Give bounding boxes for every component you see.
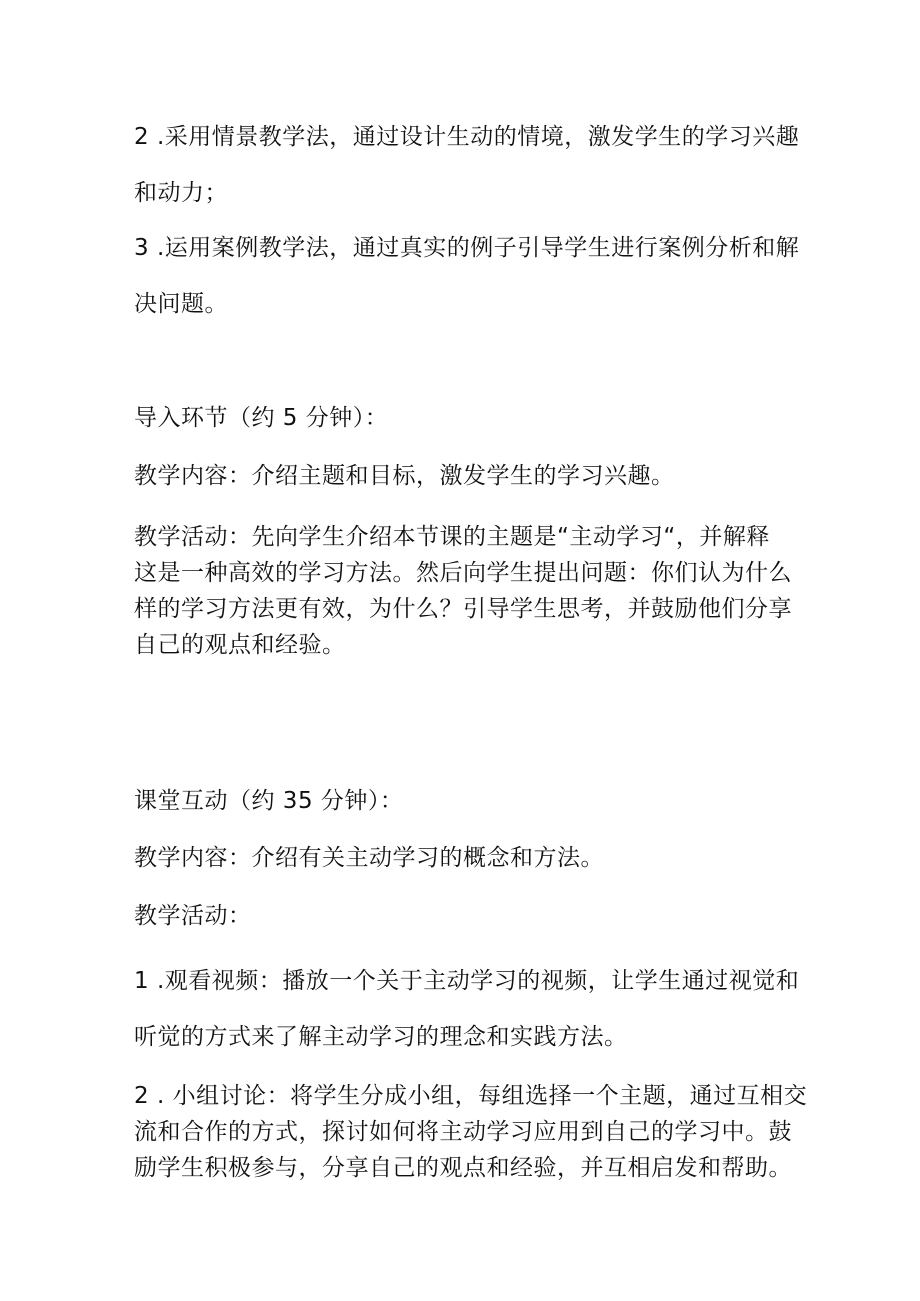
text-line: 励学生积极参与，分享自己的观点和经验，并互相启发和帮助。 bbox=[134, 1155, 792, 1181]
paragraph-activity-2 bbox=[134, 1078, 808, 1186]
text-line: 1 .观看视频：播放一个关于主动学习的视频，让学生通过视觉和 bbox=[134, 968, 800, 994]
text-line: 样的学习方法更有效，为什么？引导学生思考，并鼓励他们分享 bbox=[134, 596, 792, 622]
text-line: 2 .采用情景教学法，通过设计生动的情境，激发学生的学习兴趣 bbox=[134, 124, 800, 150]
text-line: 决问题。 bbox=[134, 291, 228, 317]
paragraph-method-3 bbox=[134, 220, 800, 332]
paragraph-interaction-activity-label bbox=[134, 888, 794, 944]
text-line: 教学内容：介绍有关主动学习的概念和方法。 bbox=[134, 845, 604, 871]
section-heading-intro bbox=[134, 390, 794, 446]
text-line: 教学内容：介绍主题和目标，激发学生的学习兴趣。 bbox=[134, 463, 675, 489]
text-line: 教学活动： bbox=[134, 903, 252, 929]
paragraph-method-2 bbox=[134, 109, 800, 221]
text-line: 自己的观点和经验。 bbox=[134, 632, 346, 658]
text-line: 2 . 小组讨论：将学生分成小组，每组选择一个主题，通过互相交 bbox=[134, 1083, 808, 1109]
section-heading-interaction bbox=[134, 773, 794, 829]
paragraph-interaction-content bbox=[134, 830, 794, 886]
paragraph-activity-1 bbox=[134, 953, 800, 1065]
text-line: 这是一种高效的学习方法。然后向学生提出问题：你们认为什么 bbox=[134, 560, 792, 586]
text-line: 流和合作的方式，探讨如何将主动学习应用到自己的学习中。鼓 bbox=[134, 1119, 792, 1145]
text-line: 3 .运用案例教学法，通过真实的例子引导学生进行案例分析和解 bbox=[134, 235, 800, 261]
text-line: 课堂互动（约 35 分钟）： bbox=[134, 788, 404, 814]
paragraph-intro-content bbox=[134, 448, 794, 504]
text-line: 和动力； bbox=[134, 180, 228, 206]
text-line: 导入环节（约 5 分钟）： bbox=[134, 405, 389, 431]
text-line: 教学活动：先向学生介绍本节课的主题是“主动学习“，并解释 bbox=[134, 524, 770, 550]
text-line: 听觉的方式来了解主动学习的理念和实践方法。 bbox=[134, 1024, 628, 1050]
paragraph-intro-activity bbox=[134, 519, 794, 663]
